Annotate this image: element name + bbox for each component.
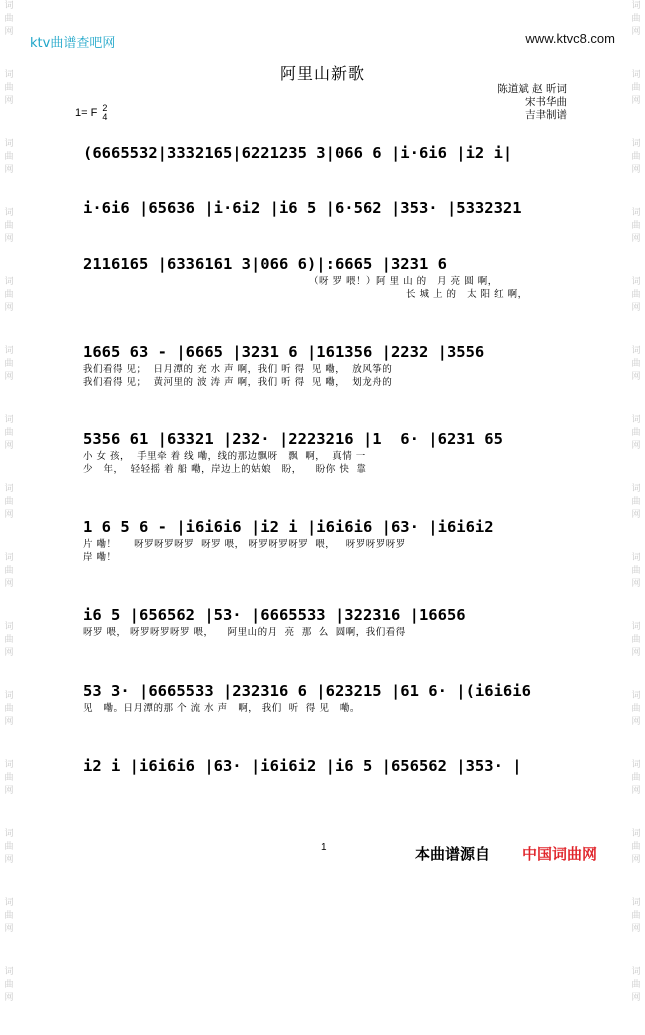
watermark-char: 词 bbox=[631, 415, 641, 425]
watermark-char: 网 bbox=[631, 165, 641, 175]
watermark-char: 词 bbox=[4, 967, 14, 977]
watermark-char: 网 bbox=[631, 441, 641, 451]
watermark-char: 网 bbox=[4, 372, 14, 382]
site-name-left[interactable]: ktv曲谱查吧网 bbox=[30, 36, 116, 51]
lyric-line: 岸 嘞！ bbox=[83, 552, 117, 563]
score-system-4 bbox=[83, 341, 573, 389]
watermark-char: 曲 bbox=[4, 83, 14, 93]
watermark-char: 曲 bbox=[4, 773, 14, 783]
time-signature bbox=[102, 104, 107, 122]
watermark-char: 词 bbox=[4, 1, 14, 11]
watermark-char: 曲 bbox=[631, 14, 641, 24]
watermark-char: 曲 bbox=[4, 566, 14, 576]
watermark-char: 词 bbox=[631, 553, 641, 563]
watermark-char: 网 bbox=[631, 303, 641, 313]
watermark-char: 网 bbox=[4, 303, 14, 313]
watermark-char: 曲 bbox=[4, 221, 14, 231]
lyric-line: （呀 罗 喂！）阿 里 山 的 月 亮 圆 啊， bbox=[309, 276, 498, 287]
watermark-char: 词 bbox=[631, 1, 641, 11]
watermark-char: 词 bbox=[4, 760, 14, 770]
watermark-char: 曲 bbox=[631, 704, 641, 714]
watermark-char: 网 bbox=[631, 372, 641, 382]
notation-line: (6665532|3332165|6221235 3|066 6 |i·6i6 |i2 i| bbox=[83, 144, 513, 162]
watermark-char: 网 bbox=[631, 579, 641, 589]
notation-line: i·6i6 |65636 |i·6i2 |i6 5 |6·562 |353· |5332321 bbox=[83, 199, 531, 217]
lyric-line: 片 嘞！ 呀罗呀罗呀罗 呀罗 喂， 呀罗呀罗呀罗 喂， 呀罗呀罗呀罗 bbox=[83, 539, 406, 550]
watermark-char: 词 bbox=[631, 967, 641, 977]
lyric-line: 见 嘞。日月潭的那 个 流 水 声 啊， 我们 听 得 见 嘞。 bbox=[83, 703, 360, 714]
watermark-char: 词 bbox=[4, 691, 14, 701]
score-system-3 bbox=[83, 253, 573, 301]
watermark-column-left bbox=[2, 0, 16, 1035]
watermark-char: 网 bbox=[631, 96, 641, 106]
watermark-char: 曲 bbox=[4, 152, 14, 162]
watermark-char: 网 bbox=[4, 27, 14, 37]
watermark-char: 网 bbox=[4, 648, 14, 658]
lyric-line: 少 年， 轻轻摇 着 船 嘞，岸边上的姑娘 盼， 盼你 快 靠 bbox=[83, 464, 367, 475]
watermark-char: 网 bbox=[631, 855, 641, 865]
watermark-char: 网 bbox=[631, 27, 641, 37]
watermark-char: 网 bbox=[4, 441, 14, 451]
notation-line: 53 3· |6665533 |232316 6 |623215 |61 6· |(i6i6i6 bbox=[83, 682, 541, 700]
lyric-line: 我们看得 见； 日月潭的 充 水 声 啊，我们 听 得 见 嘞， 放风筝的 bbox=[83, 364, 393, 375]
notation-line: i6 5 |656562 |53· |6665533 |322316 |16656 bbox=[83, 606, 475, 624]
watermark-char: 曲 bbox=[631, 221, 641, 231]
score-system-6 bbox=[83, 516, 573, 564]
watermark-char: 曲 bbox=[4, 290, 14, 300]
time-bottom: 4 bbox=[102, 112, 108, 122]
time-top: 2 bbox=[102, 103, 108, 113]
watermark-char: 词 bbox=[631, 622, 641, 632]
credit-composer: 宋书华曲 bbox=[525, 96, 567, 108]
lyric-line: 长 城 上 的 太 阳 红 啊， bbox=[406, 289, 528, 300]
watermark-char: 曲 bbox=[631, 497, 641, 507]
watermark-char: 网 bbox=[4, 993, 14, 1003]
watermark-char: 词 bbox=[4, 484, 14, 494]
watermark-char: 曲 bbox=[631, 152, 641, 162]
watermark-char: 曲 bbox=[631, 980, 641, 990]
watermark-char: 词 bbox=[4, 898, 14, 908]
watermark-char: 网 bbox=[631, 234, 641, 244]
watermark-char: 词 bbox=[631, 208, 641, 218]
score-system-2 bbox=[83, 197, 573, 219]
page-number: 1 bbox=[321, 842, 327, 853]
watermark-char: 网 bbox=[4, 234, 14, 244]
watermark-char: 词 bbox=[631, 691, 641, 701]
watermark-char: 曲 bbox=[631, 773, 641, 783]
credits-block bbox=[497, 83, 567, 122]
watermark-char: 网 bbox=[4, 855, 14, 865]
watermark-char: 词 bbox=[631, 277, 641, 287]
watermark-char: 词 bbox=[4, 415, 14, 425]
lyric-line: 小 女 孩， 手里牵 着 线 嘞，线的那边飘呀 飘 啊， 真情 一 bbox=[83, 451, 366, 462]
watermark-char: 网 bbox=[631, 924, 641, 934]
notation-line: i2 i |i6i6i6 |63· |i6i6i2 |i6 5 |656562 |353· | bbox=[83, 757, 522, 775]
watermark-char: 曲 bbox=[4, 911, 14, 921]
watermark-char: 曲 bbox=[631, 428, 641, 438]
source-label: 本曲谱源自 bbox=[415, 845, 491, 863]
watermark-char: 网 bbox=[631, 993, 641, 1003]
watermark-char: 词 bbox=[4, 553, 14, 563]
score-system-9 bbox=[83, 755, 573, 777]
score-system-5 bbox=[83, 428, 573, 476]
watermark-char: 曲 bbox=[631, 635, 641, 645]
credit-lyricist: 陈道斌 赵 昕词 bbox=[497, 83, 567, 95]
watermark-char: 网 bbox=[631, 786, 641, 796]
watermark-char: 曲 bbox=[4, 635, 14, 645]
watermark-char: 曲 bbox=[4, 497, 14, 507]
watermark-char: 曲 bbox=[4, 704, 14, 714]
watermark-char: 词 bbox=[4, 346, 14, 356]
watermark-char: 网 bbox=[631, 510, 641, 520]
watermark-char: 曲 bbox=[631, 83, 641, 93]
watermark-char: 词 bbox=[4, 139, 14, 149]
score-system-8 bbox=[83, 680, 573, 715]
watermark-char: 词 bbox=[631, 139, 641, 149]
watermark-char: 网 bbox=[4, 510, 14, 520]
watermark-char: 词 bbox=[631, 70, 641, 80]
score-system-7 bbox=[83, 604, 573, 639]
watermark-char: 曲 bbox=[631, 290, 641, 300]
watermark-column-right bbox=[629, 0, 643, 1035]
source-site-link[interactable]: 中国词曲网 bbox=[522, 845, 598, 863]
watermark-char: 网 bbox=[4, 717, 14, 727]
watermark-char: 网 bbox=[4, 786, 14, 796]
watermark-char: 词 bbox=[631, 898, 641, 908]
watermark-char: 网 bbox=[631, 717, 641, 727]
watermark-char: 词 bbox=[4, 829, 14, 839]
watermark-char: 曲 bbox=[4, 14, 14, 24]
song-title: 阿里山新歌 bbox=[279, 64, 365, 83]
key-signature bbox=[75, 104, 107, 122]
lyric-line: 我们看得 见； 黄河里的 波 涛 声 啊，我们 听 得 见 嘞， 划龙舟的 bbox=[83, 377, 393, 388]
watermark-char: 曲 bbox=[4, 428, 14, 438]
score-system-1 bbox=[83, 142, 573, 164]
site-url-right[interactable]: www.ktvc8.com bbox=[525, 31, 615, 46]
watermark-char: 曲 bbox=[4, 842, 14, 852]
watermark-char: 网 bbox=[4, 96, 14, 106]
notation-line: 1665 63 - |6665 |3231 6 |161356 |2232 |3556 bbox=[83, 343, 494, 361]
watermark-char: 网 bbox=[4, 924, 14, 934]
watermark-char: 网 bbox=[4, 579, 14, 589]
watermark-char: 网 bbox=[4, 165, 14, 175]
notation-line: 2116165 |6336161 3|066 6)|:6665 |3231 6 bbox=[83, 255, 457, 273]
watermark-char: 词 bbox=[631, 484, 641, 494]
watermark-char: 网 bbox=[631, 648, 641, 658]
watermark-char: 词 bbox=[631, 829, 641, 839]
watermark-char: 曲 bbox=[631, 842, 641, 852]
watermark-char: 词 bbox=[4, 277, 14, 287]
watermark-char: 词 bbox=[4, 622, 14, 632]
notation-line: 5356 61 |63321 |232· |2223216 |1 6· |6231 65 bbox=[83, 430, 513, 448]
watermark-char: 曲 bbox=[631, 911, 641, 921]
watermark-char: 曲 bbox=[4, 980, 14, 990]
lyric-line: 呀罗 喂， 呀罗呀罗呀罗 喂， 阿里山的月 亮 那 么 圆啊，我们看得 bbox=[83, 627, 406, 638]
notation-line: 1 6 5 6 - |i6i6i6 |i2 i |i6i6i6 |63· |i6i6i2 bbox=[83, 518, 503, 536]
watermark-char: 曲 bbox=[631, 359, 641, 369]
watermark-char: 曲 bbox=[4, 359, 14, 369]
key-label: 1= F bbox=[75, 107, 98, 119]
watermark-char: 词 bbox=[631, 760, 641, 770]
watermark-char: 词 bbox=[4, 208, 14, 218]
watermark-char: 词 bbox=[631, 346, 641, 356]
watermark-char: 词 bbox=[4, 70, 14, 80]
credit-transcriber: 吉聿制谱 bbox=[525, 109, 567, 121]
watermark-char: 曲 bbox=[631, 566, 641, 576]
